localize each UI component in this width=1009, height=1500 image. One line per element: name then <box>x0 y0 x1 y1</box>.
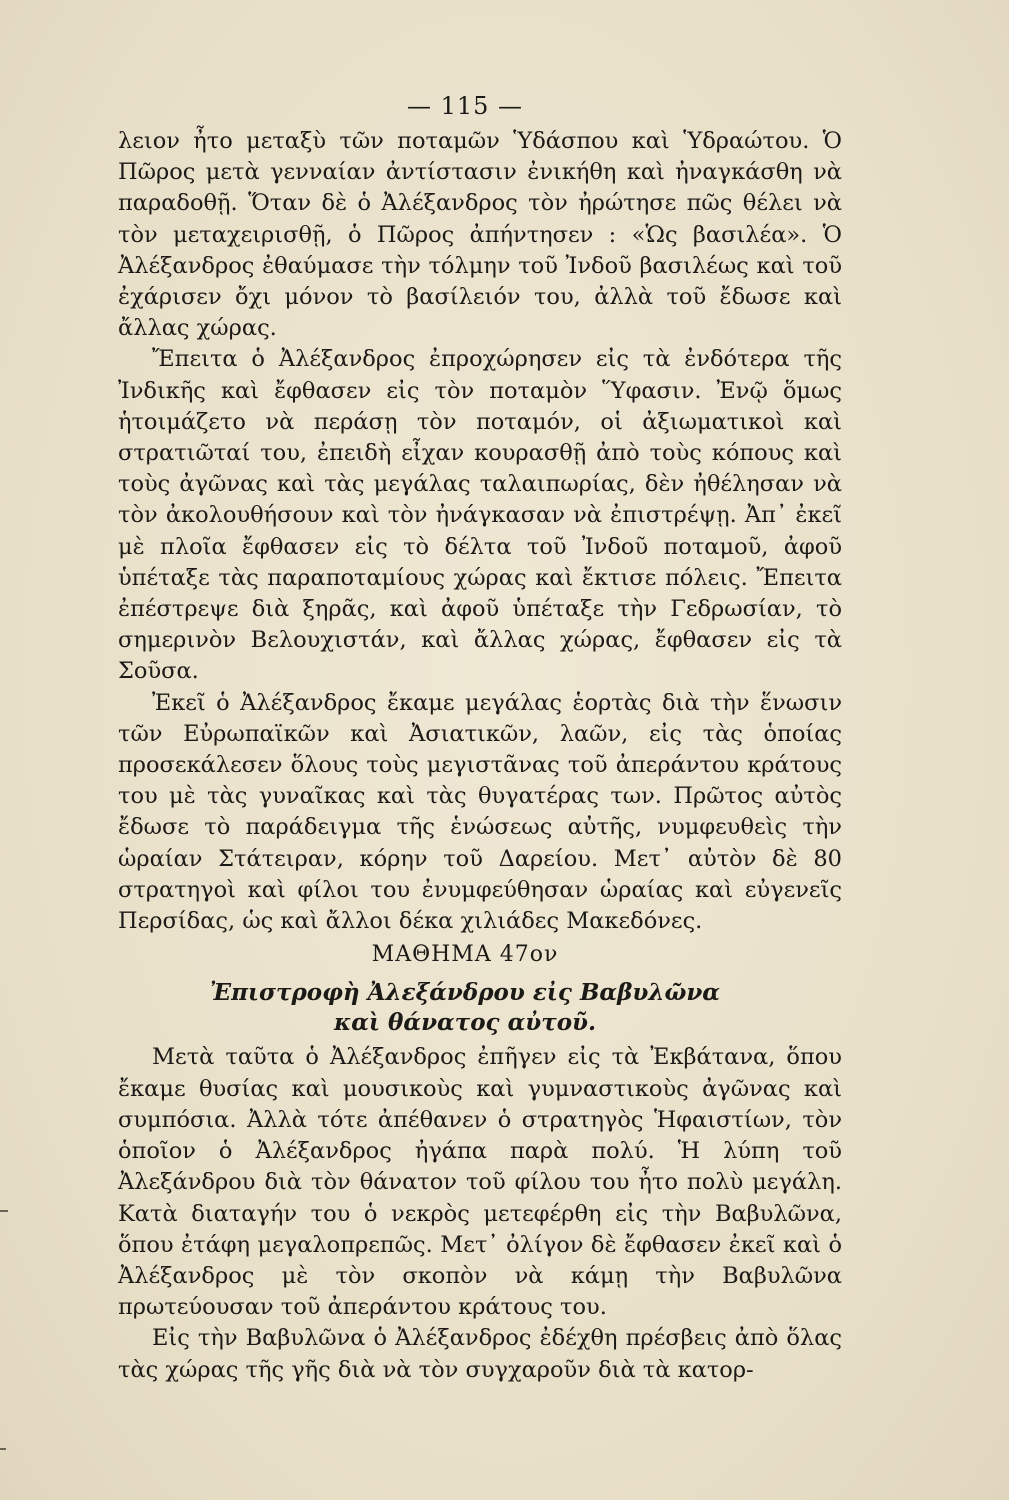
chapter-title-line: καὶ θάνατος αὐτοῦ. <box>333 1009 597 1037</box>
page-content <box>118 126 842 1386</box>
chapter-title <box>118 978 842 1038</box>
chapter-title-line: Ἐπιστροφὴ Ἀλεξάνδρου εἰς Βαβυλῶνα <box>209 979 721 1007</box>
paragraph-continued: λειον ἦτο μεταξὺ τῶν ποταμῶν Ὑδάσπου καὶ Ὑδραώτου. Ὁ Πῶρος μετὰ γενναίαν ἀντίστασιν ἐνικήθη καὶ ἠναγκάσθη νὰ παραδοθῇ. Ὅταν δὲ ὁ Ἀλέξανδρος τὸν ἠρώτησε πῶς θέλει νὰ τὸν μεταχειρισθῇ, ὁ Πῶρος ἀπήντησεν : «Ὡς βασιλέα». Ὁ Ἀλέξανδρος ἐθαύμασε τὴν τόλμην τοῦ Ἰνδοῦ βασιλέως καὶ τοῦ ἐχάρισεν ὄχι μόνον τὸ βασίλειόν του, ἀλλὰ τοῦ ἔδωσε καὶ ἄλλας χώρας. <box>118 128 842 342</box>
page-number: — 115 — <box>406 92 524 120</box>
paragraph: Ἐκεῖ ὁ Ἀλέξανδρος ἔκαμε μεγάλας ἑορτὰς διὰ τὴν ἕνωσιν τῶν Εὐρωπαϊκῶν καὶ Ἀσιατικῶν, λαῶν, εἰς τὰς ὁποίας προσεκάλεσεν ὅλους τοὺς μεγιστᾶνας τοῦ ἀπεράντου κράτους του μὲ τὰς γυναῖκας καὶ τὰς θυγατέρας των. Πρῶτος αὐτὸς ἔδωσε τὸ παράδειγμα τῆς ἑνώσεως αὐτῆς, νυμφευθεὶς τὴν ὡραίαν Στάτειραν, κόρην τοῦ Δαρείου. Μετ᾽ αὐτὸν δὲ 80 στρατηγοὶ καὶ φίλοι του ἐνυμφεύθησαν ὡραίας καὶ εὐγενεῖς Περσίδας, ὡς καὶ ἄλλοι δέκα χιλιάδες Μακεδόνες. <box>118 689 842 935</box>
paragraph: Ἔπειτα ὁ Ἀλέξανδρος ἐπροχώρησεν εἰς τὰ ἐνδότερα τῆς Ἰνδικῆς καὶ ἔφθασεν εἰς τὸν ποταμὸν Ὕφασιν. Ἐνῷ ὅμως ἡτοιμάζετο νὰ περάσῃ τὸν ποταμόν, οἱ ἀξιωματικοὶ καὶ στρατιῶταί του, ἐπειδὴ εἶχαν κουρασθῇ ἀπὸ τοὺς κόπους καὶ τοὺς ἀγῶνας καὶ τὰς μεγάλας ταλαιπωρίας, δὲν ἠθέλησαν νὰ τὸν ἀκολουθήσουν καὶ τὸν ἠνάγκασαν νὰ ἐπιστρέψῃ. Ἀπ᾽ ἐκεῖ μὲ πλοῖα ἔφθασεν εἰς τὸ δέλτα τοῦ Ἰνδοῦ ποταμοῦ, ἀφοῦ ὑπέταξε τὰς παραποταμίους χώρας καὶ ἔκτισε πόλεις. Ἔπειτα ἐπέστρεψε διὰ ξηρᾶς, καὶ ἀφοῦ ὑπέταξε τὴν Γεδρωσίαν, τὸ σημερινὸν Βελουχιστάν, καὶ ἄλλας χώρας, ἔφθασεν εἰς τὰ Σοῦσα. <box>118 346 842 685</box>
paragraph: Εἰς τὴν Βαβυλῶνα ὁ Ἀλέξανδρος ἐδέχθη πρέσβεις ἀπὸ ὅλας τὰς χώρας τῆς γῆς διὰ νὰ τὸν συγχαροῦν διὰ τὰ κατορ- <box>118 1325 842 1383</box>
margin-mark <box>0 1210 8 1212</box>
margin-mark <box>0 1448 6 1450</box>
lesson-title: ΜΑΘΗΜΑ 47ον <box>371 942 559 968</box>
paragraph: Μετὰ ταῦτα ὁ Ἀλέξανδρος ἐπῆγεν εἰς τὰ Ἐκβάτανα, ὅπου ἔκαμε θυσίας καὶ μουσικοὺς καὶ γυμναστικοὺς ἀγῶνας καὶ συμπόσια. Ἀλλὰ τότε ἀπέθανεν ὁ στρατηγὸς Ἡφαιστίων, τὸν ὁποῖον ὁ Ἀλέξανδρος ἠγάπα παρὰ πολύ. Ἡ λύπη τοῦ Ἀλεξάνδρου διὰ τὸν θάνατον τοῦ φίλου του ἦτο πολὺ μεγάλη. Κατὰ διαταγήν του ὁ νεκρὸς μετεφέρθη εἰς τὴν Βαβυλῶνα, ὅπου ἐτάφη μεγαλοπρεπῶς. Μετ᾽ ὀλίγον δὲ ἔφθασεν ἐκεῖ καὶ ὁ Ἀλέξανδρος μὲ τὸν σκοπὸν νὰ κάμῃ τὴν Βαβυλῶνα πρωτεύουσαν τοῦ ἀπεράντου κράτους του. <box>118 1044 842 1321</box>
